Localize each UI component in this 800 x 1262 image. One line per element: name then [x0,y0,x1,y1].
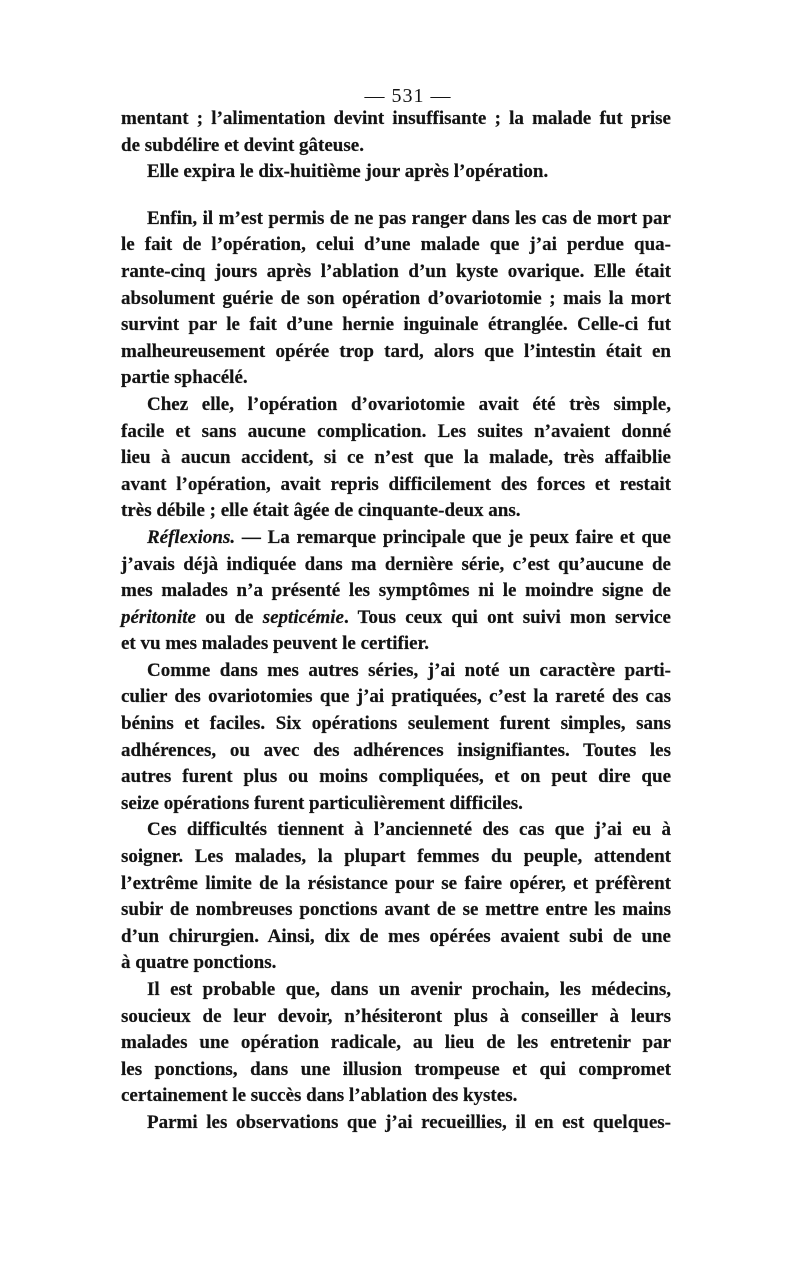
text-line: Enfin, il m’est permis de ne pas ranger dans les cas de mort par [147,207,671,229]
term-septicemie: septicémie [262,606,344,628]
paragraph-4 [121,392,671,525]
text-line: survint par le fait d’une hernie inguinale étranglée. Celle-ci fut [121,314,671,336]
text-line: partie sphacélé. [121,367,248,389]
text-line: bénins et faciles. Six opérations seulement furent simples, sans [121,713,671,735]
text-line: absolument guérie de son opération d’ovariotomie ; mais la mort [121,287,671,309]
paragraph-1 [121,106,671,159]
text-line: l’extrême limite de la résistance pour se faire opérer, et préfèrent [121,872,671,894]
paragraph-5 [121,525,671,658]
text-line: rante-cinq jours après l’ablation d’un kyste ovarique. Elle était [121,260,671,282]
text-line: facile et sans aucune complication. Les suites n’avaient donné [121,420,671,442]
page-number: — 531 — [364,85,452,107]
text-line: malades une opération radicale, au lieu de les entretenir par [121,1032,671,1054]
text-run: — La remarque principale que je peux faire et que [235,526,671,548]
text-line: à quatre ponctions. [121,952,277,974]
paragraph-2 [121,159,671,186]
text-line: les ponctions, dans une illusion trompeuse et qui compromet [121,1058,671,1080]
text-line: de subdélire et devint gâteuse. [121,134,364,156]
text-line: mes malades n’a présenté les symptômes ni le moindre signe de [121,580,671,602]
text-line: subir de nombreuses ponctions avant de se mettre entre les mains [121,899,671,921]
paragraph-gap [121,186,671,206]
text-run: ou de [195,606,263,628]
text-line: et vu mes malades peuvent le certifier. [121,633,429,655]
paragraph-7 [121,817,671,977]
reflexions-heading: Réflexions. [147,526,236,548]
text-line [121,605,671,632]
text-line: Elle expira le dix-huitième jour après l’opération. [147,161,549,183]
text-run: . Tous ceux qui ont suivi mon service [343,606,671,628]
text-line: mentant ; l’alimentation devint insuffisante ; la malade fut prise [121,108,671,129]
text-line: malheureusement opérée trop tard, alors que l’intestin était en [121,340,671,362]
text-line: Comme dans mes autres séries, j’ai noté un caractère parti- [147,659,671,681]
term-peritonite: péritonite [121,606,196,628]
text-line: j’avais déjà indiquée dans ma dernière série, c’est qu’aucune de [121,553,671,575]
paragraph-6 [121,658,671,818]
text-line: Parmi les observations que j’ai recueillies, il en est quelques- [147,1111,671,1133]
text-line: avant l’opération, avait repris difficilement des forces et restait [121,473,671,495]
text-line: d’un chirurgien. Ainsi, dix de mes opérées avaient subi de une [121,925,671,947]
paragraph-8 [121,977,671,1110]
text-line [121,525,671,552]
paragraph-9 [121,1110,671,1137]
text-line: lieu à aucun accident, si ce n’est que la malade, très affaiblie [121,447,671,469]
text-line: seize opérations furent particulièrement difficiles. [121,792,523,814]
text-line: culier des ovariotomies que j’ai pratiquées, c’est la rareté des cas [121,686,671,708]
text-line: Ces difficultés tiennent à l’ancienneté des cas que j’ai eu à [147,819,671,841]
paragraph-3 [121,206,671,392]
text-line: très débile ; elle était âgée de cinquante-deux ans. [121,500,521,522]
text-line: soucieux de leur devoir, n’hésiteront plus à conseiller à leurs [121,1005,671,1027]
text-line: autres furent plus ou moins compliquées, et on peut dire que [121,766,671,788]
text-line: certainement le succès dans l’ablation des kystes. [121,1085,518,1107]
text-line: adhérences, ou avec des adhérences insignifiantes. Toutes les [121,739,671,761]
text-line: Il est probable que, dans un avenir prochain, les médecins, [147,979,671,1000]
text-line: Chez elle, l’opération d’ovariotomie avait été très simple, [147,393,671,415]
body-text [121,106,671,1137]
text-line: le fait de l’opération, celui d’une malade que j’ai perdue qua- [121,234,671,256]
text-line: soigner. Les malades, la plupart femmes du peuple, attendent [121,846,671,868]
